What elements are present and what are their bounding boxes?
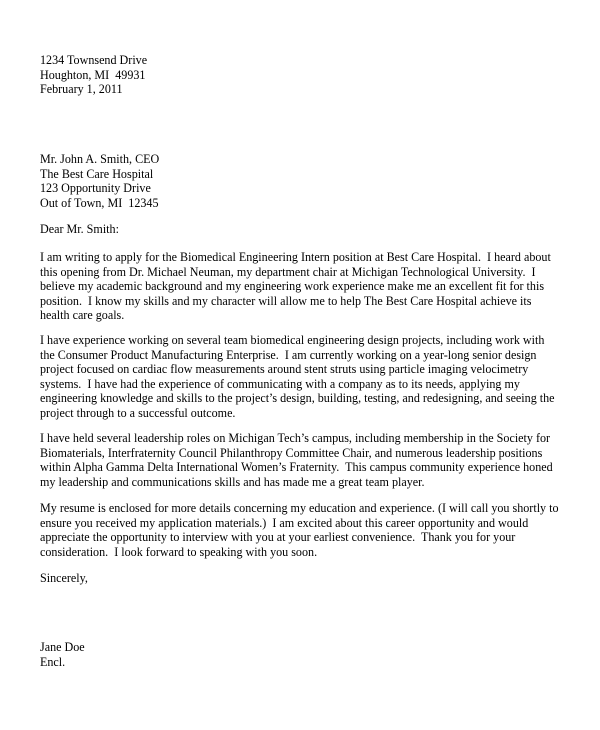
paragraph-line: systems. I have had the experience of communicating with a company as to its needs, applying my [40,376,520,391]
signature-block [40,640,570,669]
paragraph-line: I have held several leadership roles on Michigan Tech’s campus, including membership in the Society for [40,431,551,445]
recipient-address [40,152,570,210]
salutation [40,222,570,237]
enclosure-notation: Encl. [40,654,66,669]
paragraph-line: the Consumer Product Manufacturing Enterprise. I am currently working on a year-long senior design [40,347,537,362]
paragraph-line: appreciate the opportunity to interview with you at your earliest convenience. Thank you for your [40,530,516,544]
paragraph-line: believe my academic background and my engineering work experience make me an excellent fit for this [40,279,545,293]
sender-street: 1234 Townsend Drive [40,53,148,67]
paragraph-2 [40,333,570,420]
recipient-name: Mr. John A. Smith, CEO [40,152,160,166]
salutation-text: Dear Mr. Smith: [40,222,119,236]
closing-text: Sincerely, [40,571,88,585]
paragraph-1 [40,250,570,323]
paragraph-line: I am writing to apply for the Biomedical Engineering Intern position at Best Care Hospital. I heard about [40,250,551,264]
paragraph-line: health care goals. [40,308,125,322]
paragraph-4 [40,501,570,559]
sender-address [40,53,570,97]
paragraph-line: project through to a successful outcome. [40,405,236,420]
paragraph-line: project focused on cardiac flow measurements around stent struts using particle imaging velocimetry [40,362,529,376]
paragraph-line: consideration. I look forward to speaking with you soon. [40,544,318,559]
signer-name: Jane Doe [40,640,85,654]
paragraph-line: position. I know my skills and my character will allow me to help The Best Care Hospital achieve its [40,293,532,308]
closing [40,571,570,586]
paragraph-line: this opening from Dr. Michael Neuman, my department chair at Michigan Technological University. I [40,264,536,279]
paragraph-line: within Alpha Gamma Delta International Women’s Fraternity. This campus community experience honed [40,460,553,474]
paragraph-line: Biomaterials, Interfraternity Council Philanthropy Committee Chair, and numerous leadership positions [40,445,543,460]
paragraph-line: My resume is enclosed for more details concerning my education and experience. (I will call you shortly to [40,501,559,515]
recipient-city-state-zip: Out of Town, MI 12345 [40,195,159,210]
letter-date: February 1, 2011 [40,82,123,96]
paragraph-line: engineering knowledge and skills to the project’s design, building, testing, and redesigning, and seeing the [40,391,555,405]
recipient-organization: The Best Care Hospital [40,166,154,181]
paragraph-line: I have experience working on several team biomedical engineering design projects, including work with [40,333,545,347]
recipient-street: 123 Opportunity Drive [40,181,151,195]
sender-city-state-zip: Houghton, MI 49931 [40,67,146,82]
paragraph-3 [40,431,570,489]
paragraph-line: my leadership and communications skills and has made me a great team player. [40,474,425,489]
paragraph-line: ensure you received my application materials.) I am excited about this career opportunity and would [40,515,529,530]
